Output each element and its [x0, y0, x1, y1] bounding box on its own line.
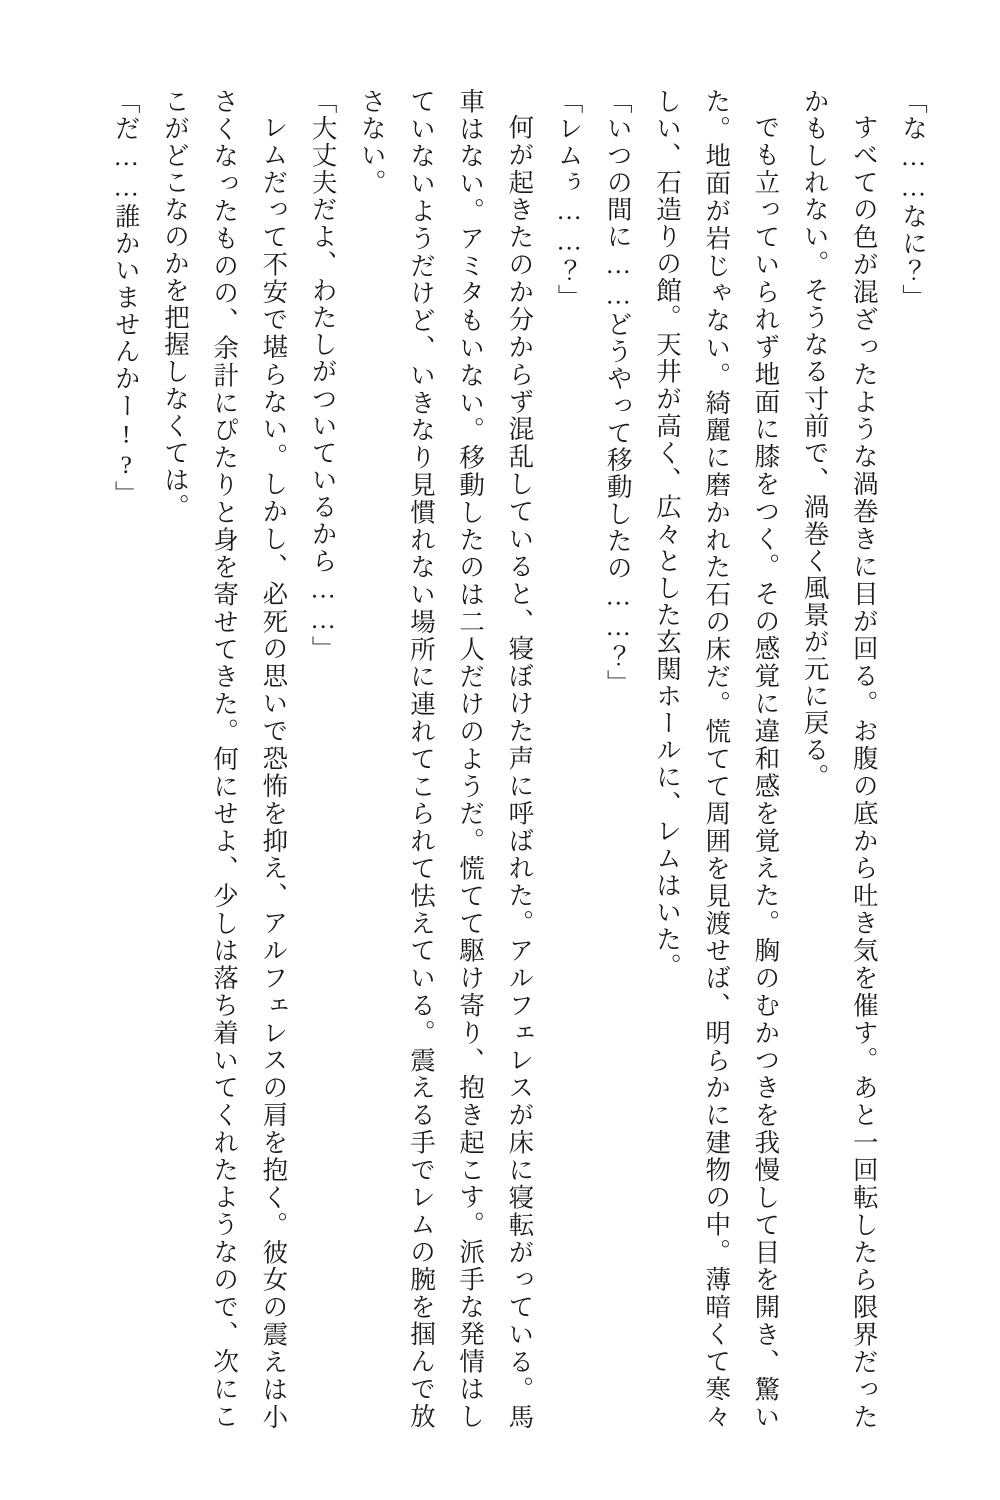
- paragraph: 「レムぅ……？」: [554, 88, 584, 312]
- paragraph: 「だ……誰かいませんかー!?」: [111, 88, 141, 508]
- paragraph: でも立っていられず地面に膝をつく。その感覚に違和感を覚えた。胸のむかつきを我慢して目を開き、驚いた。地面が岩じゃない。綺麗に磨かれた石の床だ。慌てて周囲を見渡せば、明らかに建物の中。薄暗くて寒々しい、石造りの館。天井が高く、広々とした玄関ホールに、レムはいた。: [652, 88, 781, 1430]
- paragraph: 「いつの間に……どうやって移動したの……？」: [603, 88, 633, 697]
- paragraph: レムだって不安で堪らない。しかし、必死の思いで恐怖を抑え、アルフェレスの肩を抱く。彼女の震えは小さくなったものの、余計にぴたりと身を寄せてきた。何にせよ、少しは落ち着いてくれたようなので、次にここがどこなのかを把握しなくては。: [160, 88, 289, 1430]
- paragraph: 何が起きたのか分からず混乱していると、寝ぼけた声に呼ばれた。アルフェレスが床に寝転がっている。馬車はない。アミタもいない。移動したのは二人だけのようだ。慌てて駆け寄り、抱き起こす。派手な発情はしていないようだけど、いきなり見慣れない場所に連れてこられて怯えている。震える手でレムの腕を掴んで放さない。: [357, 88, 535, 1430]
- paragraph: 「大丈夫だよ、わたしがついているから……」: [308, 88, 338, 663]
- paragraph: 「な……なに？」: [899, 88, 928, 312]
- vertical-text-body: [60, 88, 938, 1430]
- paragraph: すべての色が混ざったような渦巻きに目が回る。お腹の底から吐き気を催す。あと一回転したら限界だったかもしれない。そうなる寸前で、渦巻く風景が元に戻る。: [800, 88, 879, 1430]
